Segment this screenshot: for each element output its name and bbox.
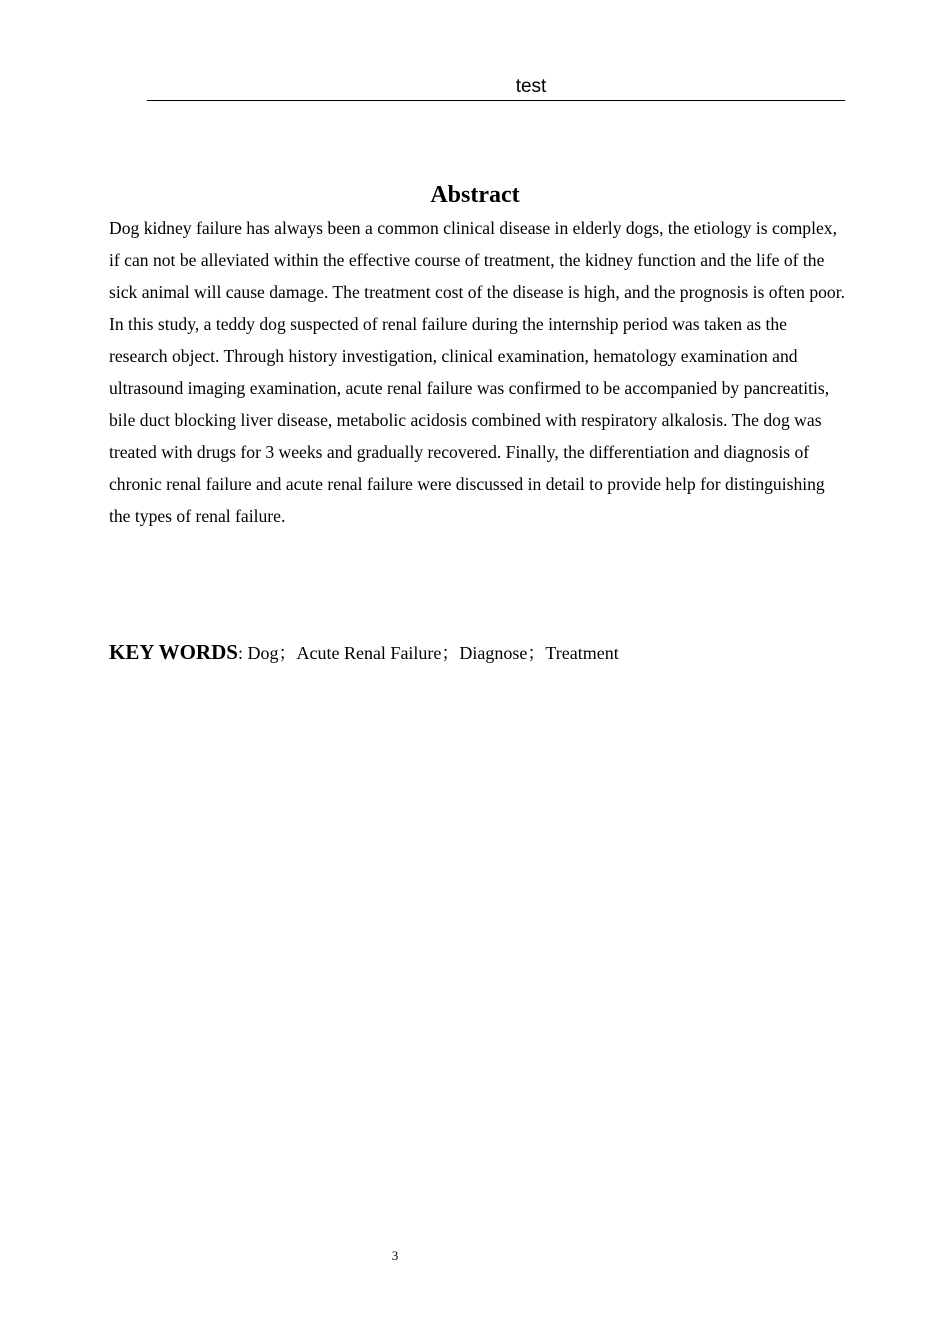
header-text: test [515,76,547,97]
keywords-line [109,636,849,669]
keyword-separator: ； [441,643,460,663]
page-header [147,76,845,101]
keywords-label: KEY WORDS [109,640,238,664]
keyword-separator: ； [527,643,546,663]
page-number: 3 [391,1248,399,1263]
keyword-item: Acute Renal Failure [296,643,442,663]
abstract-title: Abstract [430,182,520,208]
keyword-item: Diagnose [459,643,528,663]
keyword-separator: ； [278,643,297,663]
keywords-colon: : [237,643,243,663]
abstract-body: Dog kidney failure has always been a common clinical disease in elderly dogs, the etiology is complex, if can not be alleviated within the effective course of treatment, the kidney function and the life of the sick animal will cause damage. The treatment cost of the disease is high, and the prognosis is often poor. In this study, a teddy dog suspected of renal failure during the internship period was taken as the research object. Through history investigation, clinical examination, hematology examination and ultrasound imaging examination, acute renal failure was confirmed to be accompanied by pancreatitis, bile duct blocking liver disease, metabolic acidosis combined with respiratory alkalosis. The dog was treated with drugs for 3 weeks and gradually recovered. Finally, the differentiation and diagnosis of chronic renal failure and acute renal failure were discussed in detail to provide help for distinguishing the types of renal failure. [109,218,845,526]
keyword-item: Treatment [545,643,619,663]
keyword-item: Dog [247,643,279,663]
